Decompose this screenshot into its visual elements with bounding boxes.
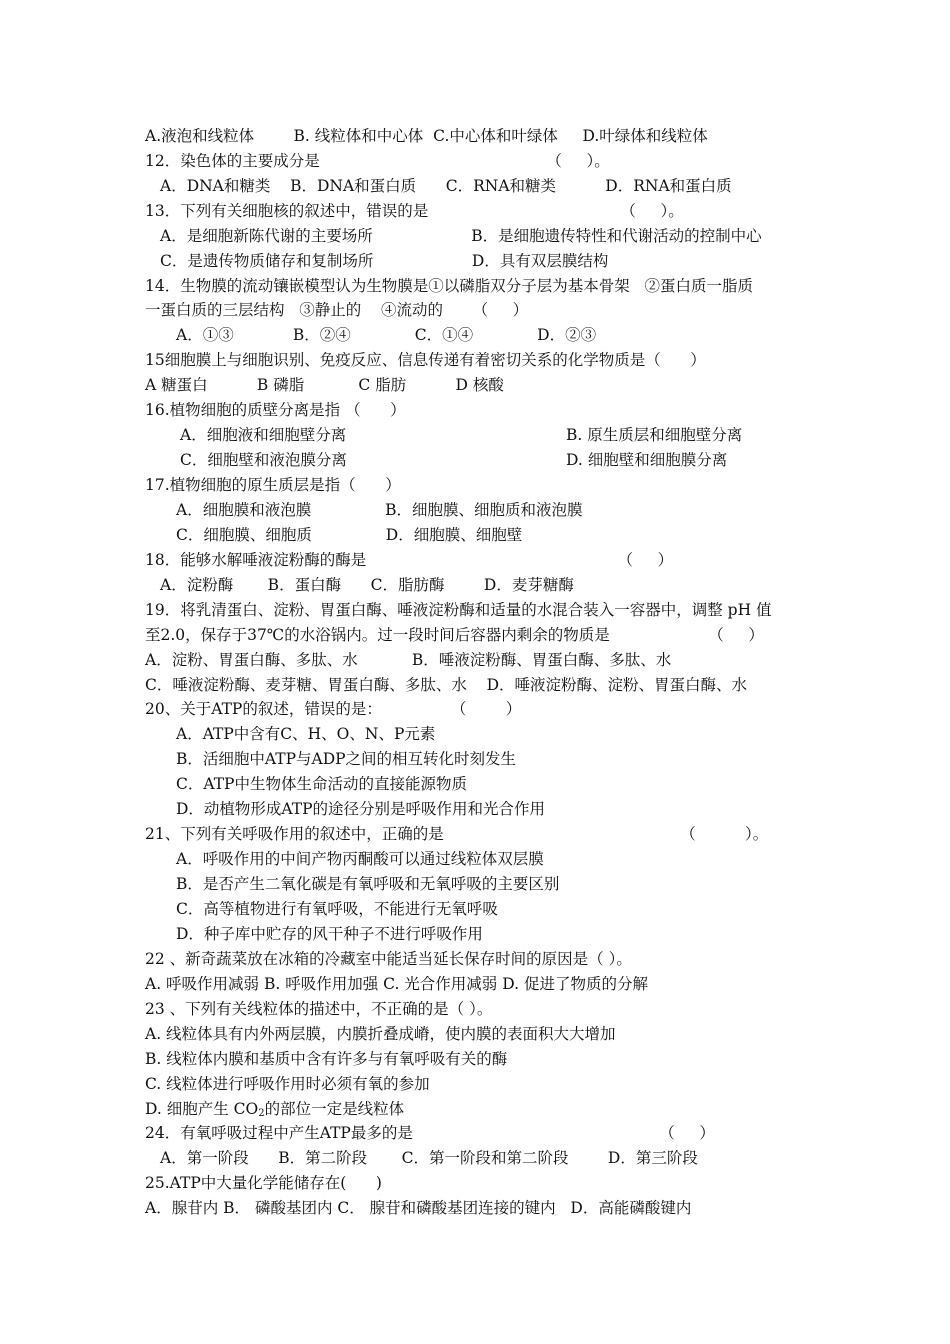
q19-stem-line1: 19．将乳清蛋白、淀粉、胃蛋白酶、唾液淀粉酶和适量的水混合装入一容器中，调整 pH 值 bbox=[145, 601, 772, 619]
q24-stem: 24．有氧呼吸过程中产生ATP最多的是 （ ） bbox=[145, 1124, 715, 1142]
q19-options-ab: A．淀粉、胃蛋白酶、多肽、水 B．唾液淀粉酶、胃蛋白酶、多肽、水 bbox=[145, 651, 672, 669]
q19-stem-line2: 至2.0，保存于37℃的水浴锅内。过一段时间后容器内剩余的物质是 （ ） bbox=[145, 626, 764, 644]
q23-option-d-suffix: 的部位一定是线粒体 bbox=[264, 1100, 405, 1118]
q16-option-a: A．细胞液和细胞壁分离 bbox=[180, 426, 347, 444]
q16-option-d: D. 细胞壁和细胞膜分离 bbox=[566, 451, 728, 469]
q20-option-d: D．动植物形成ATP的途径分别是呼吸作用和光合作用 bbox=[176, 800, 546, 818]
q21-option-d: D．种子库中贮存的风干种子不进行呼吸作用 bbox=[176, 925, 483, 943]
q19-options-cd: C．唾液淀粉酶、麦芽糖、胃蛋白酶、多肽、水 D．唾液淀粉酶、淀粉、胃蛋白酶、水 bbox=[145, 676, 747, 694]
q14-stem-line2: 一蛋白质的三层结构 ③静止的 ④流动的 （ ） bbox=[145, 301, 529, 319]
q17-options-ab: A．细胞膜和液泡膜 B．细胞膜、细胞质和液泡膜 bbox=[176, 501, 583, 519]
q12-options: A．DNA和糖类 B．DNA和蛋白质 C．RNA和糖类 D．RNA和蛋白质 bbox=[160, 177, 732, 195]
q15-options: A 糖蛋白 B 磷脂 C 脂肪 D 核酸 bbox=[145, 376, 504, 394]
q25-options: A．腺苷内 B． 磷酸基团内 C． 腺苷和磷酸基团连接的键内 D．高能磷酸键内 bbox=[145, 1199, 692, 1217]
q13-options-ab: A．是细胞新陈代谢的主要场所 B．是细胞遗传特性和代谢活动的控制中心 bbox=[160, 227, 762, 245]
q14-options: A．①③ B．②④ C．①④ D．②③ bbox=[176, 326, 597, 344]
q24-options: A．第一阶段 B．第二阶段 C．第一阶段和第二阶段 D．第三阶段 bbox=[160, 1149, 698, 1167]
q11-options: A.液泡和线粒体 B. 线粒体和中心体 C.中心体和叶绿体 D.叶绿体和线粒体 bbox=[145, 127, 708, 145]
q13-stem: 13．下列有关细胞核的叙述中，错误的是 （ ）。 bbox=[145, 202, 684, 220]
q16-option-b: B. 原生质层和细胞壁分离 bbox=[566, 426, 743, 444]
q22-options: A. 呼吸作用减弱 B. 呼吸作用加强 C. 光合作用减弱 D. 促进了物质的分解 bbox=[145, 975, 648, 993]
q16-stem: 16.植物细胞的质壁分离是指 （ ） bbox=[145, 401, 406, 419]
q12-stem: 12．染色体的主要成分是 （ ）。 bbox=[145, 152, 610, 170]
q18-options: A．淀粉酶 B．蛋白酶 C．脂肪酶 D．麦芽糖酶 bbox=[160, 576, 574, 594]
q20-stem: 20、关于ATP的叙述，错误的是： （ ） bbox=[145, 700, 522, 718]
q20-option-a: A．ATP中含有C、H、O、N、P元素 bbox=[176, 725, 436, 743]
q20-option-c: C．ATP中生物体生命活动的直接能源物质 bbox=[176, 775, 467, 793]
q17-stem: 17.植物细胞的原生质层是指（ ） bbox=[145, 476, 401, 494]
q21-option-c: C．高等植物进行有氧呼吸，不能进行无氧呼吸 bbox=[176, 900, 498, 918]
co2-subscript: 2 bbox=[258, 1108, 265, 1119]
q14-stem-line1: 14．生物膜的流动镶嵌模型认为生物膜是①以磷脂双分子层为基本骨架 ②蛋白质一脂质 bbox=[145, 277, 754, 295]
q15-stem: 15细胞膜上与细胞识别、免疫反应、信息传递有着密切关系的化学物质是（ ） bbox=[145, 351, 706, 369]
q17-options-cd: C．细胞膜、细胞质 D．细胞膜、细胞壁 bbox=[176, 526, 523, 544]
q13-options-cd: C．是遗传物质储存和复制场所 D．具有双层膜结构 bbox=[160, 252, 609, 270]
q23-stem: 23 、下列有关线粒体的描述中，不正确的是（ ）。 bbox=[145, 1000, 493, 1018]
q22-stem: 22 、新奇蔬菜放在冰箱的冷藏室中能适当延长保存时间的原因是（ ）。 bbox=[145, 950, 632, 968]
q23-option-d bbox=[145, 1099, 404, 1124]
q23-option-b: B. 线粒体内膜和基质中含有许多与有氧呼吸有关的酶 bbox=[145, 1050, 508, 1068]
q20-option-b: B．活细胞中ATP与ADP之间的相互转化时刻发生 bbox=[176, 750, 517, 768]
q23-option-a: A. 线粒体具有内外两层膜，内膜折叠成嵴，使内膜的表面积大大增加 bbox=[145, 1025, 616, 1043]
q23-option-c: C. 线粒体进行呼吸作用时必须有氧的参加 bbox=[145, 1075, 430, 1093]
q21-option-a: A．呼吸作用的中间产物丙酮酸可以通过线粒体双层膜 bbox=[176, 850, 544, 868]
q23-option-d-prefix: D. 细胞产生 CO bbox=[145, 1100, 259, 1118]
q16-option-c: C．细胞壁和液泡膜分离 bbox=[180, 451, 347, 469]
q21-stem: 21、下列有关呼吸作用的叙述中，正确的是 （ ）。 bbox=[145, 825, 769, 843]
q18-stem: 18．能够水解唾液淀粉酶的酶是 （ ） bbox=[145, 551, 674, 569]
q25-stem: 25.ATP中大量化学能储存在( ) bbox=[145, 1174, 382, 1192]
q21-option-b: B．是否产生二氧化碳是有氧呼吸和无氧呼吸的主要区别 bbox=[176, 875, 560, 893]
